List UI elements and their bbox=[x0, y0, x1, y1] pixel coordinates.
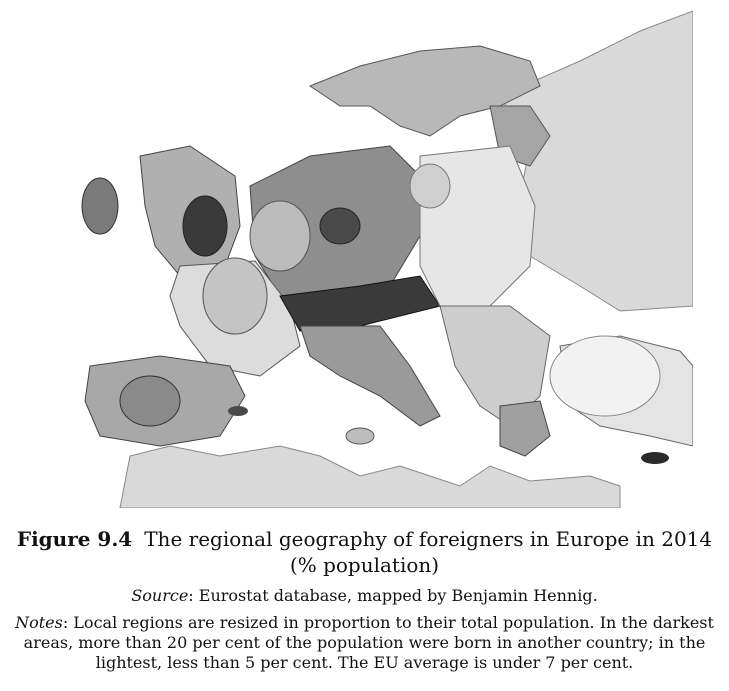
figure-title-line2: (% population) bbox=[289, 553, 440, 577]
figure-title bbox=[0, 526, 729, 578]
source-label: Source bbox=[131, 586, 189, 605]
north-africa-region bbox=[120, 446, 620, 508]
notes-label: Notes bbox=[15, 613, 63, 632]
warsaw-bubble bbox=[410, 164, 450, 208]
figure-source bbox=[0, 586, 729, 605]
turkey-bubble bbox=[550, 336, 660, 416]
island bbox=[228, 406, 248, 416]
island bbox=[346, 428, 374, 444]
paris-bubble bbox=[203, 258, 267, 334]
greece-region bbox=[500, 401, 550, 456]
cartogram-map bbox=[60, 6, 693, 508]
italy-region bbox=[300, 326, 440, 426]
source-text: : Eurostat database, mapped by Benjamin Hennig. bbox=[188, 586, 598, 605]
berlin-region bbox=[320, 208, 360, 244]
figure-title-line1: The regional geography of foreigners in Europe in 2014 bbox=[144, 527, 713, 551]
figure-notes bbox=[0, 613, 729, 673]
notes-text: : Local regions are resized in proportion to their total population. In the darkest areas, more than 20 per cent of the population were born in another country; in the lightest, less than 5 per cent. The EU average is under 7 per cent. bbox=[23, 613, 714, 672]
figure-caption bbox=[0, 526, 729, 673]
madrid-bubble bbox=[120, 376, 180, 426]
benelux-bubble bbox=[250, 201, 310, 271]
london-region bbox=[183, 196, 227, 256]
figure-label: Figure 9.4 bbox=[16, 527, 133, 551]
ireland-region bbox=[82, 178, 118, 234]
cyprus-region bbox=[641, 452, 669, 464]
